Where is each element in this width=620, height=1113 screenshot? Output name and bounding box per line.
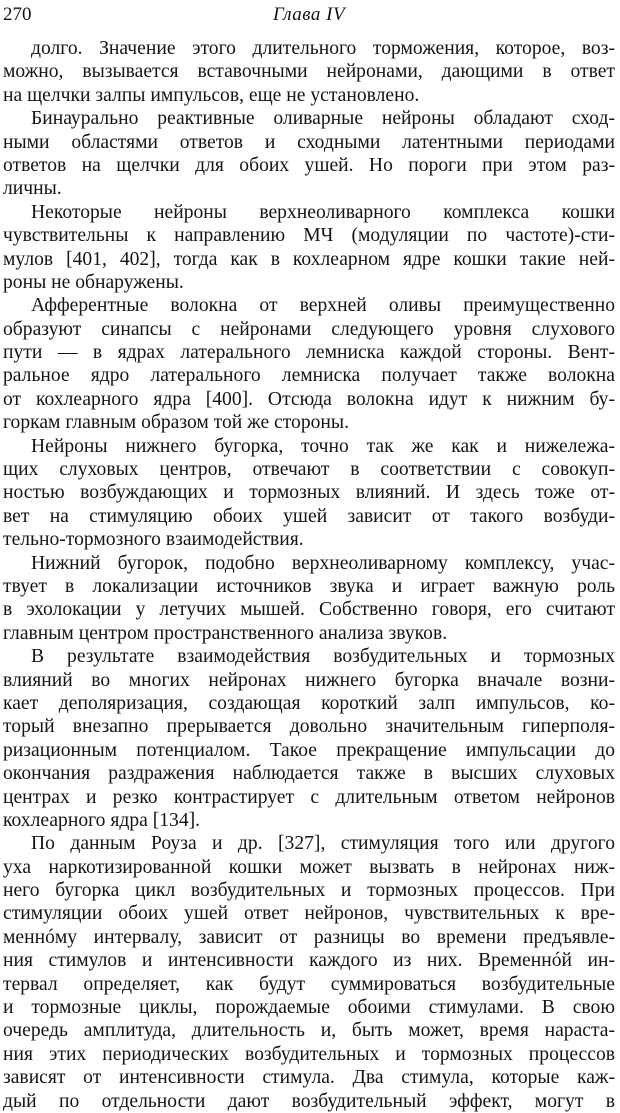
text-line: кает деполяризация, создающая короткий залп импульсов, ко- [3,692,615,714]
text-line: ответов на щелчки для обоих ушей. Но пороги при этом раз- [3,154,615,176]
text-line: окончания раздражения наблюдается также в высших слуховых [3,763,615,785]
text-line: тельно-тормозного взаимодействия. [3,529,304,551]
text-line: ральное ядро латерального лемниска получает также волокна [3,365,615,387]
text-line: По данным Роуза и др. [327], стимуляция того или другого [31,833,615,855]
text-line: от кохлеарного ядра [400]. Отсюда волокна идут к нижним бу- [3,388,615,410]
paragraph [3,832,615,1113]
body-text [3,37,615,1113]
page-header [3,2,615,28]
page-number: 270 [3,4,32,25]
text-line: вет на стимуляцию обоих ушей зависит от такого возбуди- [3,505,615,527]
text-line: твует в локализации источников звука и играет важную роль [3,575,615,597]
text-line: Афферентные волокна от верхней оливы преимущественно [31,295,615,317]
text-line: долго. Значение этого длительного торможения, которое, воз- [31,38,615,59]
text-line: и тормозные циклы, порождаемые обоими стимулами. В свою [3,997,615,1019]
text-line: личны. [3,178,62,200]
paragraph [3,645,615,832]
text-line: уха наркотизированной кошки может вызвать в нейронах ниж- [3,856,615,878]
text-line: очередь амплитуда, длительность и, быть может, время нараста- [3,1020,615,1042]
text-line: горкам главным образом той же стороны. [3,412,349,434]
text-line: Бинаурально реактивные оливарные нейроны обладают сход- [31,108,615,130]
text-line: него бугорка цикл возбудительных и тормозных процессов. При [3,880,615,902]
text-line: влияний во многих нейронах нижнего бугорка вначале возни- [3,669,615,691]
paragraph [3,552,615,646]
text-line: мулов [401, 402], тогда как в кохлеарном ядре кошки такие ней- [3,248,615,270]
text-line: торый внезапно прерывается довольно значительным гиперполя- [3,716,615,738]
text-line: меннóму интервалу, зависит от разницы во времени предъявле- [3,926,615,948]
text-line: тервал определяет, как будут суммироваться возбудительные [3,973,615,995]
paragraph [3,107,615,201]
text-line: ния этих периодических возбудительных и тормозных процессов [3,1043,615,1065]
text-line: В результате взаимодействия возбудительных и тормозных [31,646,615,668]
text-line: роны не обнаружены. [3,271,184,293]
text-line: Некоторые нейроны верхнеоливарного комплекса кошки [31,201,615,223]
text-line: Нижний бугорок, подобно верхнеоливарному комплексу, учас- [31,552,615,574]
text-line: щих слуховых центров, отвечают в соответствии с совокуп- [3,459,615,481]
text-line: на щелчки залпы импульсов, еще не установлено. [3,84,420,106]
paragraph [3,435,615,552]
text-line: Нейроны нижнего бугорка, точно так же как и нижележа- [31,435,615,457]
text-line: кохлеарного ядра [134]. [3,809,201,831]
paragraph [3,294,615,434]
text-line: ными областями ответов и сходными латентными периодами [3,131,615,153]
text-line: дый по отдельности дают возбудительный эффект, могут в [3,1090,615,1112]
text-line: можно, вызывается вставочными нейронами, дающими в ответ [3,61,615,83]
text-line: ния стимулов и интенсивности каждого из них. Временнóй ин- [3,950,615,972]
paragraph [3,37,615,107]
text-line: ризационным потенциалом. Такое прекращение импульсации до [3,739,615,761]
text-line: зависят от интенсивности стимула. Два стимула, которые каж- [3,1067,615,1089]
text-line: ностью возбуждающих и тормозных влияний. И здесь тоже от- [3,482,615,504]
text-line: в эхолокации у летучих мышей. Собственно говоря, его считают [3,599,615,621]
text-line: образуют синапсы с нейронами следующего уровня слухового [3,318,615,340]
running-title: Глава IV [272,4,346,25]
text-line: пути — в ядрах латерального лемниска каждой стороны. Вент- [3,342,615,364]
text-line: центрах и резко контрастирует с длительным ответом нейронов [3,786,615,808]
text-line: главным центром пространственного анализа звуков. [3,622,448,644]
paragraph [3,201,615,295]
text-line: стимуляции обоих ушей ответ нейронов, чувствительных к вре- [3,903,615,925]
text-line: чувствительны к направлению МЧ (модуляции по частоте)-сти- [3,225,615,247]
